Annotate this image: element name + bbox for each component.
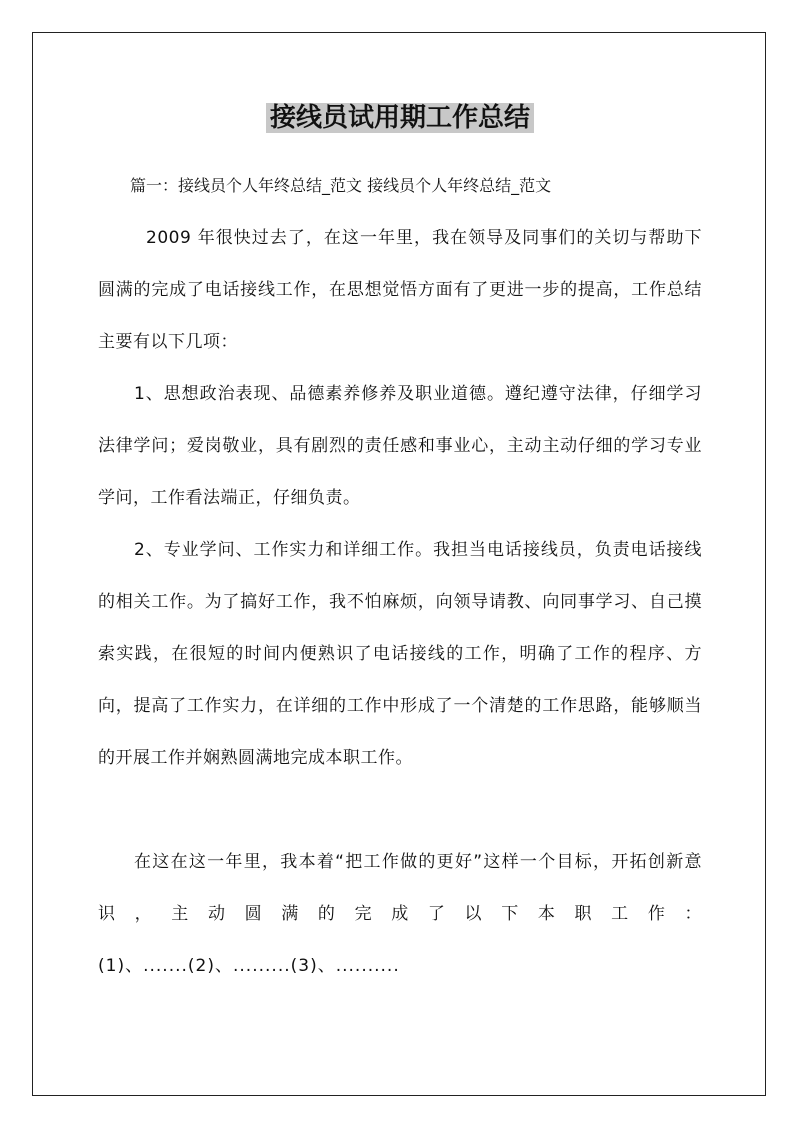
paragraph-item-2: 2、专业学问、工作实力和详细工作。我担当电话接线员，负责电话接线的相关工作。为了搞好工作，我不怕麻烦，向领导请教、向同事学习、自己摸索实践，在很短的时间内便熟识了电话接线的工作，明确了工作的程序、方向，提高了工作实力，在详细的工作中形成了一个清楚的工作思路，能够顺当的开展工作并娴熟圆满地完成本职工作。 [98,540,702,768]
paragraph-item-1: 1、思想政治表现、品德素养修养及职业道德。遵纪遵守法律，仔细学习法律学问；爱岗敬业，具有剧烈的责任感和事业心，主动主动仔细的学习专业学问，工作看法端正，仔细负责。 [98,384,702,508]
document-subtitle: 篇一：接线员个人年终总结_范文 接线员个人年终总结_范文 [130,176,552,195]
paragraph-conclusion: 在这在这一年里，我本着“把工作做的更好”这样一个目标，开拓创新意识，主动圆满的完成了以下本职工作： [98,852,702,924]
list-line: (1)、.......(2)、.........(3)、.......... [98,956,400,976]
document-title [0,98,800,138]
paragraph-intro: 2009 年很快过去了，在这一年里，我在领导及同事们的关切与帮助下圆满的完成了电话接线工作，在思想觉悟方面有了更进一步的提高，工作总结主要有以下几项： [98,228,702,352]
document-title-text: 接线员试用期工作总结 [266,103,534,133]
